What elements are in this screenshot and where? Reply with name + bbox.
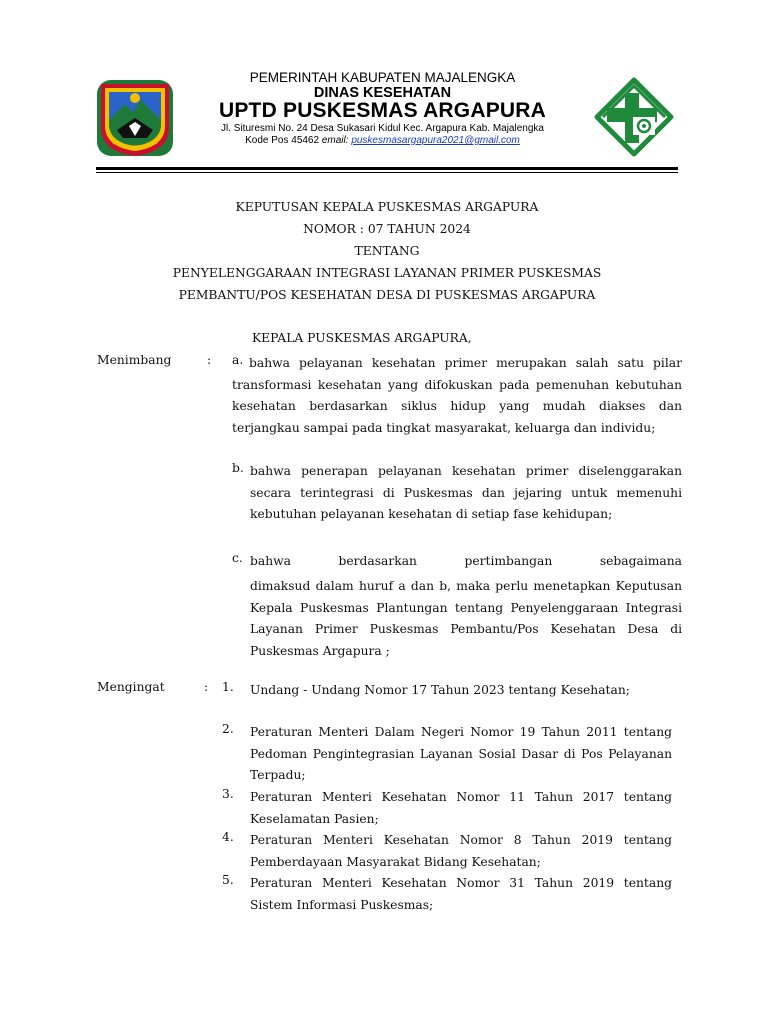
- consideration-a: bahwa pelayanan kesehatan primer merupakan salah satu pilar transformasi kesehatan yang difokuskan pada pemenuhan kebutuhan kesehatan berdasarkan siklus hidup yang mudah diakses dan terjangkau sampai pada tingkat masyarakat, keluarga dan individu;: [232, 356, 682, 435]
- consideration-marker: c.: [232, 551, 243, 565]
- contact-line: [180, 135, 585, 146]
- decree-about: TENTANG: [354, 244, 420, 258]
- mengingat-label: Mengingat: [97, 680, 165, 694]
- legal-basis-number: 5.: [222, 873, 234, 887]
- decree-subject-line2: PEMBANTU/POS KESEHATAN DESA DI PUSKESMAS ARGAPURA: [178, 288, 596, 302]
- legal-basis-item: Peraturan Menteri Dalam Negeri Nomor 19 Tahun 2011 tentang Pedoman Pengintegrasian Layanan Sosial Dasar di Pos Pelayanan Terpadu;: [250, 725, 672, 783]
- legal-basis-item: Undang - Undang Nomor 17 Tahun 2023 tentang Kesehatan;: [250, 683, 630, 697]
- mengingat-colon: :: [204, 680, 209, 694]
- agency-name: DINAS KESEHATAN: [313, 85, 452, 101]
- institution-name: UPTD PUSKESMAS ARGAPURA: [218, 99, 546, 122]
- government-name: PEMERINTAH KABUPATEN MAJALENGKA: [249, 70, 516, 85]
- postcode: Kode Pos 45462: [245, 135, 320, 146]
- legal-basis-item: Peraturan Menteri Kesehatan Nomor 31 Tahun 2019 tentang Sistem Informasi Puskesmas;: [250, 876, 672, 912]
- legal-basis-number: 4.: [222, 830, 234, 844]
- issuer-heading: KEPALA PUSKESMAS ARGAPURA,: [252, 331, 472, 345]
- menimbang-colon: :: [207, 353, 212, 367]
- address-line: Jl. Situresmi No. 24 Desa Sukasari Kidul Kec. Argapura Kab. Majalengka: [221, 123, 544, 134]
- consideration-marker: b.: [232, 461, 244, 475]
- puskesmas-logo-icon: [593, 76, 675, 158]
- legal-basis-number: 2.: [222, 722, 234, 736]
- email-label: email:: [321, 135, 349, 146]
- decree-title: KEPUTUSAN KEPALA PUSKESMAS ARGAPURA: [235, 200, 539, 214]
- consideration-c-line1: bahwa berdasarkan pertimbangan sebagaimana: [250, 554, 682, 568]
- decree-number: NOMOR : 07 TAHUN 2024: [303, 222, 471, 236]
- letterhead-rule-thin: [96, 172, 678, 173]
- legal-basis-number: 1.: [222, 680, 234, 694]
- legal-basis-number: 3.: [222, 787, 234, 801]
- letterhead-rule-thick: [96, 167, 678, 170]
- consideration-marker: a.: [232, 353, 244, 367]
- menimbang-label: Menimbang: [97, 353, 172, 367]
- consideration-b: bahwa penerapan pelayanan kesehatan primer diselenggarakan secara terintegrasi di Puskesmas dan jejaring untuk memenuhi kebutuhan pelayanan kesehatan di setiap fase kehidupan;: [250, 464, 682, 522]
- legal-basis-item: Peraturan Menteri Kesehatan Nomor 8 Tahun 2019 tentang Pemberdayaan Masyarakat Bidang Kesehatan;: [250, 833, 672, 869]
- email-link[interactable]: puskesmasargapura2021@gmail.com: [351, 135, 520, 146]
- consideration-c: dimaksud dalam huruf a dan b, maka perlu menetapkan Keputusan Kepala Puskesmas Plantungan tentang Penyelenggaraan Integrasi Layanan Primer Puskesmas Pembantu/Pos Kesehatan Desa di Puskesmas Argapura ;: [250, 579, 682, 658]
- legal-basis-item: Peraturan Menteri Kesehatan Nomor 11 Tahun 2017 tentang Keselamatan Pasien;: [250, 790, 672, 826]
- decree-subject-line1: PENYELENGGARAAN INTEGRASI LAYANAN PRIMER PUSKESMAS: [172, 266, 602, 280]
- majalengka-emblem-icon: [95, 78, 175, 158]
